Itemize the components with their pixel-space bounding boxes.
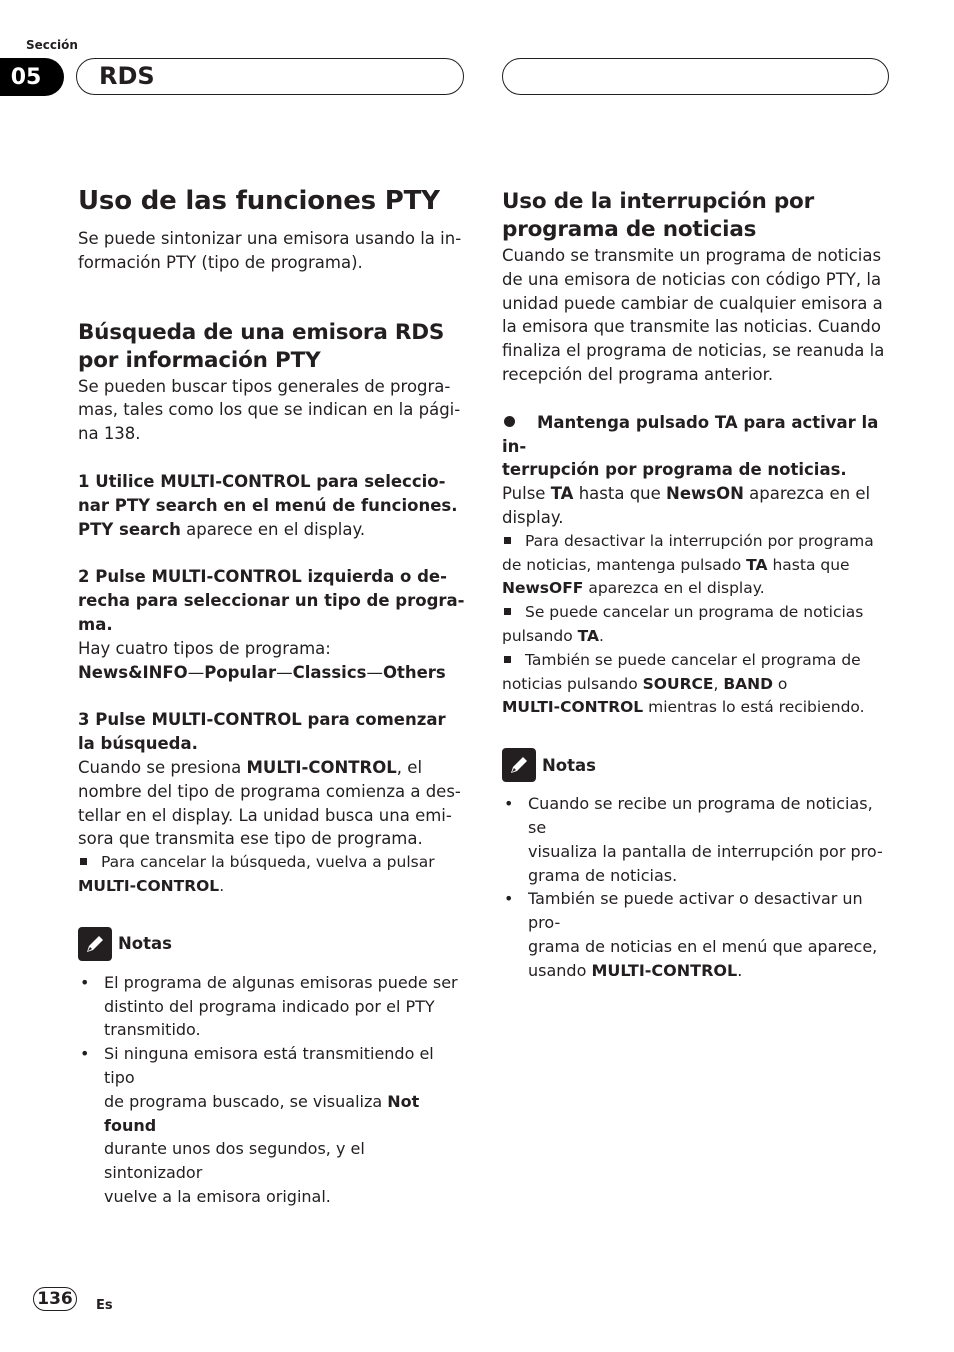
- action-line-1: Mantenga pulsado TA para activar la in-: [502, 412, 879, 456]
- notes-title: Notas: [542, 755, 596, 775]
- section-number-badge: [0, 58, 64, 96]
- tip-1-line-2: de noticias, mantenga pulsado TA hasta que: [502, 555, 850, 574]
- sub-intro-line-3: na 138.: [78, 424, 141, 444]
- page-number-badge: [33, 1287, 77, 1311]
- list-item: • Si ninguna emisora está transmitiendo el tipo de programa buscado, se visualiza Not found durante unos dos segundos, y el sintonizador vuelve a la emisora original.: [78, 1042, 468, 1209]
- subsection-title-line-1: Búsqueda de una emisora RDS: [78, 319, 445, 345]
- action-body-line-2: display.: [502, 507, 564, 527]
- pencil-note-icon: [78, 927, 112, 961]
- intro-line-2: formación PTY (tipo de programa).: [78, 252, 363, 272]
- right-intro-line-2: de una emisora de noticias con código PTY, la: [502, 269, 882, 289]
- action-line-2: terrupción por programa de noticias.: [502, 460, 847, 480]
- right-intro-line-6: recepción del programa anterior.: [502, 364, 774, 384]
- square-bullet-icon: [80, 858, 87, 865]
- notes-title: Notas: [118, 934, 172, 954]
- tip-2-line-1: Se puede cancelar un programa de noticias: [502, 601, 892, 625]
- intro-line-1: Se puede sintonizar una emisora usando la in-: [78, 229, 462, 248]
- section-title: RDS: [99, 62, 155, 90]
- tip-3-line-1: También se puede cancelar el programa de: [502, 649, 892, 673]
- square-bullet-icon: [504, 537, 511, 544]
- step-3-tip-line-2: MULTI-CONTROL.: [78, 876, 225, 895]
- section-title-box: [76, 58, 464, 95]
- page-number: 136: [37, 1289, 73, 1309]
- step-1-line-1: 1 Utilice MULTI-CONTROL para seleccio-: [78, 471, 446, 491]
- step-3-body-line-2: nombre del tipo de programa comienza a des-: [78, 781, 461, 801]
- square-bullet-icon: [504, 608, 511, 615]
- right-intro-line-5: finaliza el programa de noticias, se reanuda la: [502, 341, 885, 361]
- list-item: • También se puede activar o desactivar un pro- grama de noticias en el menú que aparece, usando MULTI-CONTROL.: [502, 887, 892, 982]
- step-3-body-line-1: Cuando se presiona MULTI-CONTROL, el: [78, 757, 423, 777]
- round-bullet-icon: [504, 416, 515, 427]
- step-3-body-line-4: sora que transmita ese tipo de programa.: [78, 829, 423, 849]
- section-label: Sección: [26, 38, 78, 52]
- step-2-body: Hay cuatro tipos de programa:: [78, 638, 331, 658]
- notes-header: [78, 927, 468, 961]
- list-item: • Cuando se recibe un programa de noticias, se visualiza la pantalla de interrupción por pro- grama de noticias.: [502, 792, 892, 887]
- language-code: Es: [96, 1298, 113, 1313]
- right-title-line-2: programa de noticias: [502, 217, 757, 242]
- list-item: • El programa de algunas emisoras puede ser distinto del programa indicado por el PTY transmitido.: [78, 971, 468, 1042]
- right-title-line-1: Uso de la interrupción por: [502, 189, 815, 214]
- step-2-line-3: ma.: [78, 614, 113, 634]
- section-title-box-empty: [502, 58, 889, 95]
- right-column: [502, 188, 892, 983]
- square-bullet-icon: [504, 656, 511, 663]
- notes-list: [502, 792, 892, 982]
- step-2-line-2: recha para seleccionar un tipo de progra-: [78, 591, 465, 611]
- tip-3-line-2: noticias pulsando SOURCE, BAND o: [502, 674, 788, 693]
- notes-header: [502, 748, 892, 782]
- step-1-body: PTY search aparece en el display.: [78, 519, 366, 539]
- page-title: Uso de las funciones PTY: [78, 186, 440, 216]
- section-number: 05: [10, 64, 42, 90]
- right-intro-line-4: la emisora que transmite las noticias. Cuando: [502, 317, 881, 337]
- right-intro-line-1: Cuando se transmite un programa de noticias: [502, 246, 882, 265]
- step-1-line-2: nar PTY search en el menú de funciones.: [78, 495, 458, 515]
- step-3-tip-line-1: Para cancelar la búsqueda, vuelva a pulsar: [78, 851, 468, 875]
- sub-intro-line-1: Se pueden buscar tipos generales de progra-: [78, 376, 451, 396]
- action-body-line-1: Pulse TA hasta que NewsON aparezca en el: [502, 484, 871, 504]
- step-3-line-2: la búsqueda.: [78, 734, 198, 754]
- tip-1-line-3: NewsOFF aparezca en el display.: [502, 579, 765, 598]
- program-types-line: News&INFO—Popular—Classics—Others: [78, 662, 446, 682]
- sub-intro-line-2: mas, tales como los que se indican en la pági-: [78, 400, 461, 420]
- tip-2-line-2: pulsando TA.: [502, 626, 604, 645]
- tip-3-line-3: MULTI-CONTROL mientras lo está recibiendo.: [502, 698, 865, 717]
- notes-list: [78, 971, 468, 1209]
- step-2-line-1: 2 Pulse MULTI-CONTROL izquierda o de-: [78, 567, 447, 587]
- pencil-note-icon: [502, 748, 536, 782]
- right-intro-line-3: unidad puede cambiar de cualquier emisora a: [502, 293, 883, 313]
- left-column: [78, 186, 468, 1209]
- step-3-body-line-3: tellar en el display. La unidad busca una emi-: [78, 805, 452, 825]
- subsection-title-line-2: por información PTY: [78, 347, 321, 373]
- step-3-line-1: 3 Pulse MULTI-CONTROL para comenzar: [78, 710, 446, 730]
- tip-1-line-1: Para desactivar la interrupción por programa: [502, 530, 892, 554]
